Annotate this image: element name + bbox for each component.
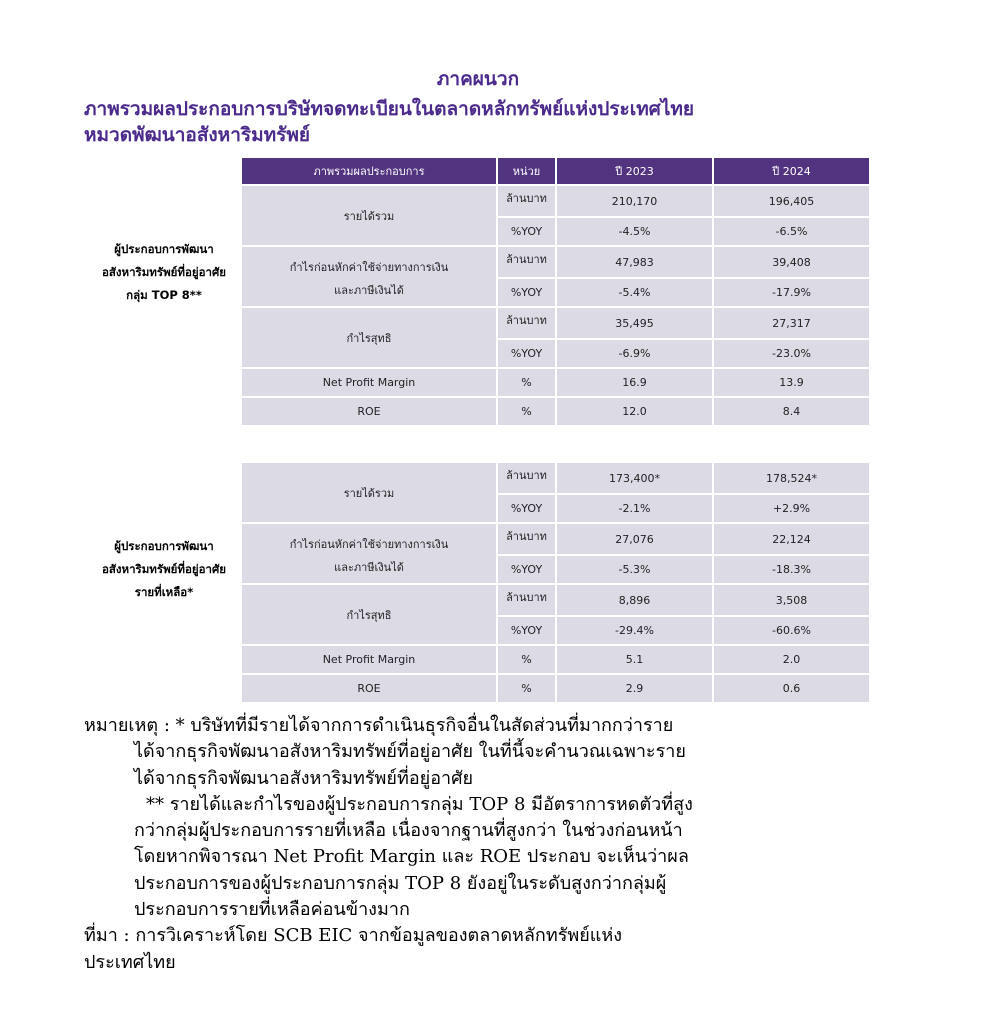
metric-net-profit: กำไรสุทธิ: [241, 584, 497, 645]
metric-ebit: [241, 523, 497, 584]
others-performance-table: [240, 461, 871, 704]
note-line: ประกอบการของผู้ประกอบการกลุ่ม TOP 8 ยังอยู่ในระดับสูงกว่ากลุ่มผู้: [134, 872, 667, 894]
value-2023: -4.5%: [556, 217, 713, 246]
metric-roe: ROE: [241, 674, 497, 703]
value-2024: -60.6%: [713, 616, 870, 645]
value-2023: 16.9: [556, 368, 713, 397]
appendix-title: ภาคผนวก: [436, 68, 520, 90]
value-2023: -2.1%: [556, 494, 713, 523]
unit-cell: %YOY: [497, 217, 556, 246]
value-2024: 22,124: [713, 523, 870, 555]
unit-cell: ล้านบาท: [497, 185, 556, 217]
value-2023: 2.9: [556, 674, 713, 703]
table-row: [241, 246, 870, 278]
group-label-line: อสังหาริมทรัพย์ที่อยู่อาศัย: [101, 265, 227, 279]
source-line: ที่มา : การวิเคราะห์โดย SCB EIC จากข้อมูลของตลาดหลักทรัพย์แห่ง: [84, 925, 623, 947]
group-label-line: ผู้ประกอบการพัฒนา: [114, 242, 214, 256]
value-2023: -5.4%: [556, 278, 713, 307]
footnotes: [84, 713, 884, 976]
group-label-line: ผู้ประกอบการพัฒนา: [114, 539, 214, 553]
group-label-line: กลุ่ม TOP 8**: [126, 288, 202, 302]
value-2023: 5.1: [556, 645, 713, 674]
unit-cell: %: [497, 645, 556, 674]
metric-ebit-line1: กำไรก่อนหักค่าใช้จ่ายทางการเงิน: [289, 260, 449, 274]
note-line: ได้จากธุรกิจพัฒนาอสังหาริมทรัพย์ที่อยู่อาศัย: [134, 767, 474, 789]
note-line: ** รายได้และกำไรของผู้ประกอบการกลุ่ม TOP 8 มีอัตราการหดตัวที่สูง: [146, 793, 693, 815]
unit-cell: ล้านบาท: [497, 307, 556, 339]
value-2024: -23.0%: [713, 339, 870, 368]
metric-revenue: รายได้รวม: [241, 185, 497, 246]
value-2023: 27,076: [556, 523, 713, 555]
table-row: [241, 462, 870, 494]
metric-ebit: [241, 246, 497, 307]
metric-revenue: รายได้รวม: [241, 462, 497, 523]
header-metric: ภาพรวมผลประกอบการ: [241, 157, 497, 185]
value-2024: -6.5%: [713, 217, 870, 246]
metric-roe: ROE: [241, 397, 497, 426]
metric-npm: Net Profit Margin: [241, 368, 497, 397]
table-row: [241, 368, 870, 397]
note-line: โดยหากพิจารณา Net Profit Margin และ ROE ประกอบ จะเห็นว่าผล: [134, 846, 689, 868]
group-label-line: รายที่เหลือ*: [134, 585, 194, 599]
value-2024: 196,405: [713, 185, 870, 217]
note-line: ได้จากธุรกิจพัฒนาอสังหาริมทรัพย์ที่อยู่อาศัย ในที่นี้จะคำนวณเฉพาะราย: [134, 741, 686, 763]
value-2024: 27,317: [713, 307, 870, 339]
metric-npm: Net Profit Margin: [241, 645, 497, 674]
value-2023: -29.4%: [556, 616, 713, 645]
note-line: ประกอบการรายที่เหลือค่อนข้างมาก: [134, 899, 410, 921]
unit-cell: ล้านบาท: [497, 462, 556, 494]
metric-ebit-line2: และภาษีเงินได้: [334, 560, 404, 574]
value-2024: 8.4: [713, 397, 870, 426]
unit-cell: %YOY: [497, 278, 556, 307]
unit-cell: %: [497, 674, 556, 703]
value-2023: 35,495: [556, 307, 713, 339]
unit-cell: ล้านบาท: [497, 584, 556, 616]
group-label-others: [84, 535, 244, 604]
table-row: [241, 523, 870, 555]
header-unit: หน่วย: [497, 157, 556, 185]
unit-cell: %YOY: [497, 555, 556, 584]
value-2023: 47,983: [556, 246, 713, 278]
value-2024: -18.3%: [713, 555, 870, 584]
table-row: [241, 645, 870, 674]
group-label-line: อสังหาริมทรัพย์ที่อยู่อาศัย: [101, 562, 227, 576]
unit-cell: %: [497, 368, 556, 397]
header-year-2024: ปี 2024: [713, 157, 870, 185]
value-2024: 39,408: [713, 246, 870, 278]
value-2024: 3,508: [713, 584, 870, 616]
table-row: [241, 307, 870, 339]
metric-ebit-line2: และภาษีเงินได้: [334, 283, 404, 297]
value-2024: 13.9: [713, 368, 870, 397]
value-2024: 0.6: [713, 674, 870, 703]
source-line: ประเทศไทย: [84, 951, 176, 973]
value-2023: -5.3%: [556, 555, 713, 584]
unit-cell: %: [497, 397, 556, 426]
group-label-top8: [84, 238, 244, 307]
report-subtitle: หมวดพัฒนาอสังหาริมทรัพย์: [84, 124, 310, 146]
value-2023: 210,170: [556, 185, 713, 217]
table-row: [241, 185, 870, 217]
value-2024: +2.9%: [713, 494, 870, 523]
value-2023: 8,896: [556, 584, 713, 616]
report-title: ภาพรวมผลประกอบการบริษัทจดทะเบียนในตลาดหลักทรัพย์แห่งประเทศไทย: [84, 98, 695, 120]
value-2024: -17.9%: [713, 278, 870, 307]
table-row: [241, 397, 870, 426]
note-line: หมายเหตุ : * บริษัทที่มีรายได้จากการดำเนินธุรกิจอื่นในสัดส่วนที่มากกว่าราย: [84, 715, 674, 736]
value-2024: 178,524*: [713, 462, 870, 494]
unit-cell: %YOY: [497, 616, 556, 645]
table-row: [241, 584, 870, 616]
unit-cell: %YOY: [497, 494, 556, 523]
metric-ebit-line1: กำไรก่อนหักค่าใช้จ่ายทางการเงิน: [289, 537, 449, 551]
unit-cell: ล้านบาท: [497, 523, 556, 555]
table-header-row: [241, 157, 870, 185]
value-2023: -6.9%: [556, 339, 713, 368]
unit-cell: ล้านบาท: [497, 246, 556, 278]
value-2024: 2.0: [713, 645, 870, 674]
metric-net-profit: กำไรสุทธิ: [241, 307, 497, 368]
unit-cell: %YOY: [497, 339, 556, 368]
value-2023: 173,400*: [556, 462, 713, 494]
value-2023: 12.0: [556, 397, 713, 426]
table-row: [241, 674, 870, 703]
header-year-2023: ปี 2023: [556, 157, 713, 185]
note-line: กว่ากลุ่มผู้ประกอบการรายที่เหลือ เนื่องจากฐานที่สูงกว่า ในช่วงก่อนหน้า: [134, 820, 683, 842]
top8-performance-table: [240, 156, 871, 427]
